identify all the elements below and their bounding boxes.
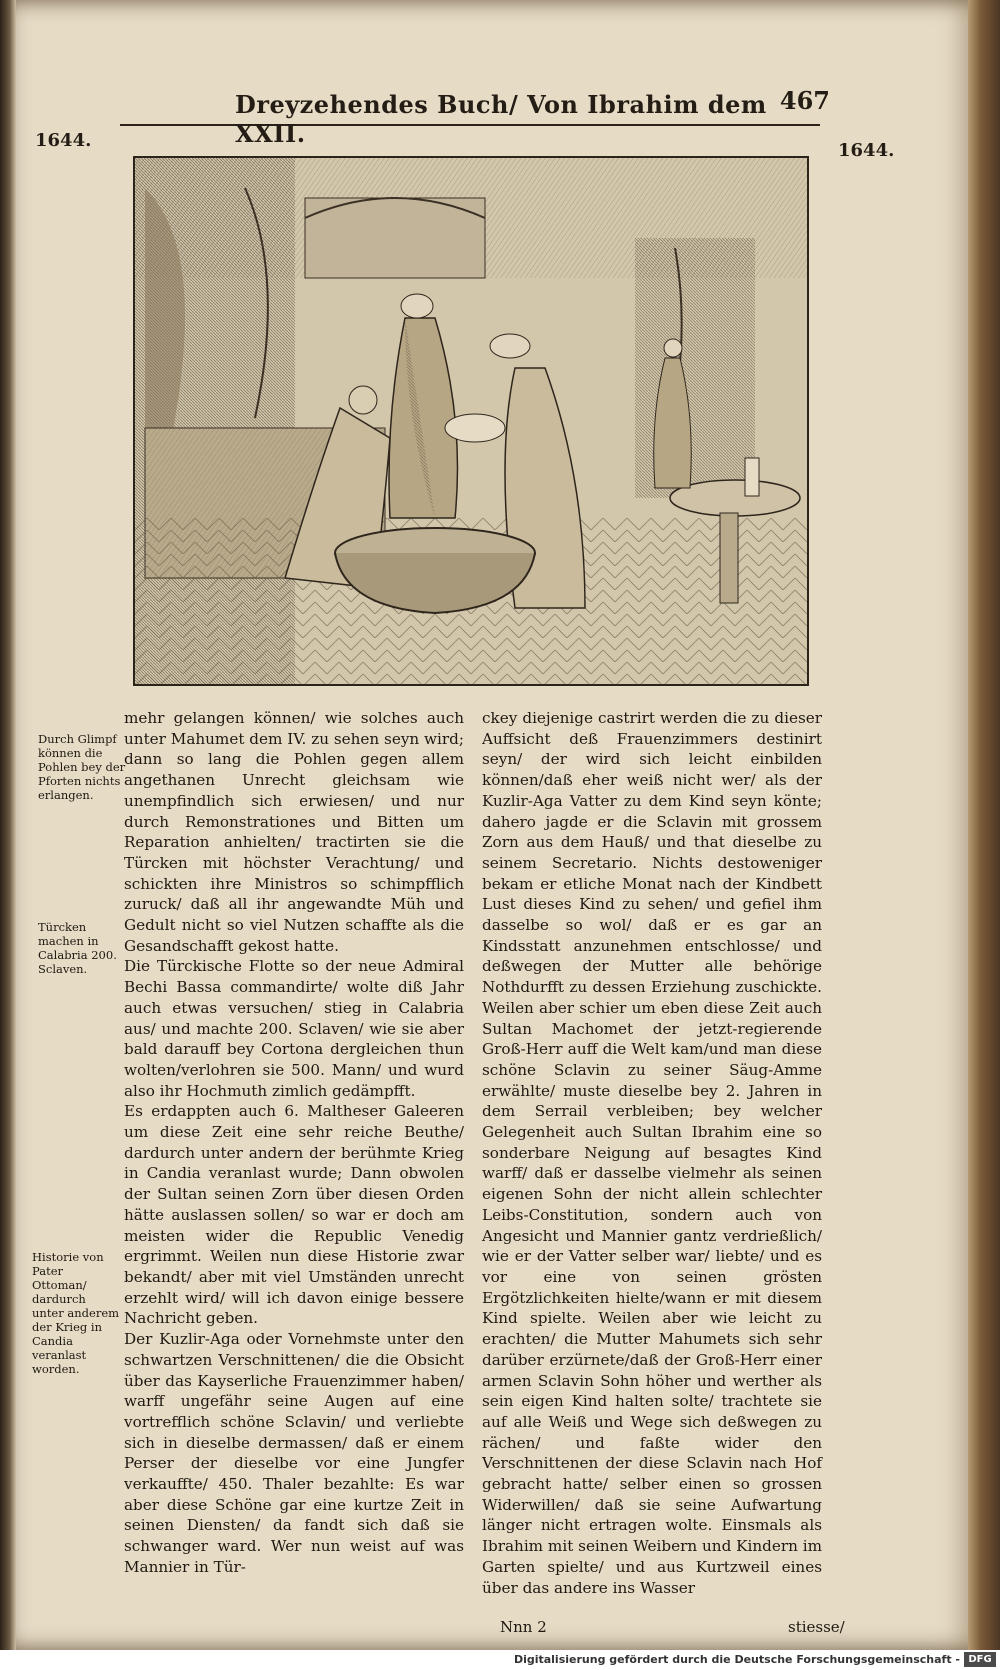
engraving-scene xyxy=(135,158,807,684)
year-right: 1644. xyxy=(838,140,895,161)
paragraph: Es erdappten auch 6. Maltheser Galeeren um diese Zeit eine sehr reiche Beuthe/ dardurch unter andern der berühmte Krieg in Candia veranlast wurde; Dann obwolen der Sultan seinen Zorn über diesen Orden hätte auslassen sollen/ so war er doch am meisten wider die Republic Venedig ergrimmt. Weilen nun diese Historie zwar bekandt/ aber mit viel Umständen unrecht erzehlt wird/ will ich davon einige bessere Nachricht geben. xyxy=(124,1102,464,1328)
engraving-illustration xyxy=(133,156,809,686)
footer-credit: Digitalisierung gefördert durch die Deutsche Forschungsgemeinschaft - xyxy=(513,1653,960,1666)
text-column-left xyxy=(124,708,464,1578)
book-edge xyxy=(968,0,1000,1670)
running-header xyxy=(120,86,830,148)
dfg-logo: DFG xyxy=(964,1652,996,1667)
paragraph: mehr gelangen können/ wie solches auch unter Mahumet dem IV. zu sehen seyn wird; dann so lang die Pohlen gegen allem angethanen Unrecht gleichsam wie unempfindlich sich erwiesen/ und nur durch Remonstrationes und Bitten um Reparation anhielten/ tractirten sie die Türcken mit höchster Verachtung/ und schickten ihre Ministros so schimpfflich zuruck/ daß all ihr angewandte Müh und Gedult nicht so viel Nutzen schaffte als die Gesandschafft gekost hatte. xyxy=(124,709,464,955)
margin-note: Durch Glimpf können die Pohlen bey der Pforten nichts erlangen. xyxy=(38,732,126,802)
catchword: stiesse/ xyxy=(788,1618,845,1636)
margin-note: Türcken machen in Calabria 200. Sclaven. xyxy=(38,920,117,976)
paragraph: ckey diejenige castrirt werden die zu dieser Auffsicht deß Frauenzimmers destinirt seyn/ der wird sich leicht einbilden können/daß eher weiß nicht wer/ als der Kuzlir-Aga Vatter zu dem Kind seyn könte; dahero jagde er die Sclavin mit grossem Zorn aus dem Hauß/ und that dieselbe zu seinem Secretario. Nichts destoweniger bekam er etliche Monat nach der Kindbett Lust dieses Kind zu sehen/ und gefiel ihm dasselbe so wol/ daß er es gar an Kindsstatt anzunehmen entschlosse/ und deßwegen der Mutter alle behörige Nothdurfft zu dessen Erziehung zuschickte. Weilen aber schier um eben diese Zeit auch Sultan Machomet der jetzt-regierende Groß-Herr auff die Welt kam/und man diese schöne Sclavin zu seiner Säug-Amme erwählte/ muste dieselbe bey 2. Jahren in dem Serrail verbleiben; bey welcher Gelegenheit auch Sultan Ibrahim eine so sonderbare Neigung auf besagtes Kind warff/ daß er dasselbe vielmehr als seinen eigenen Sohn der nicht allein schlechter Leibs-Constitution, sondern auch von Angesicht und Mannier gantz verdrießlich/ wie er der Vatter selber war/ liebte/ und es vor eine von seinen grösten Ergötzlichkeiten hielte/wann er mit diesem Kind spielte. Weilen aber wie leicht zu erachten/ die Mutter Mahumets sich sehr darüber erzürnete/daß der Groß-Herr einer armen Sclavin Sohn höher und werther als sein eigen Kind halten solte/ trachtete sie auf alle Weiß und Wege sich deßwegen zu rächen/ und faßte wider den Verschnittenen der diese Sclavin nach Hof gebracht hatte/ selber einen so grossen Widerwillen/ daß sie seine Aufwartung länger nicht ertragen wolte. Einsmals als Ibrahim mit seinen Weibern und Kindern im Garten spielte/ und aus Kurtzweil eines über das andere ins Wasser xyxy=(482,709,822,1597)
signature-mark: Nnn 2 xyxy=(500,1618,547,1636)
text-column-right xyxy=(482,708,822,1598)
running-title: Dreyzehendes Buch/ Von Ibrahim dem XXII. xyxy=(235,90,767,148)
page-gutter xyxy=(0,0,16,1650)
paragraph: Der Kuzlir-Aga oder Vornehmste unter den schwartzen Verschnittenen/ die die Obsicht über das Kayserliche Frauenzimmer haben/ warff ungefähr seine Augen auf eine vortrefflich schöne Sclavin/ und verliebte sich in dieselbe dermassen/ daß er einem Perser der dieselbe vor eine Jungfer verkauffte/ 450. Thaler bezahlte: Es war aber diese Schöne gar eine kurtze Zeit in seinen Diensten/ da fandt sich daß sie schwanger ward. Wer nun weist auf was Mannier in Tür- xyxy=(124,1330,464,1576)
paragraph: Die Türckische Flotte so der neue Admiral Bechi Bassa commandirte/ wolte diß Jahr auch etwas versuchen/ stieg in Calabria aus/ und machte 200. Sclaven/ wie sie aber bald darauff bey Cortona dergleichen thun wolten/verlohren sie 500. Mann/ und wurd also ihr Hochmuth zimlich gedämpfft. xyxy=(124,957,464,1100)
page-number: 467 xyxy=(779,86,830,115)
year-left: 1644. xyxy=(35,130,92,151)
margin-note: Historie von Pater Ottoman/ dardurch unter anderem der Krieg in Candia veranlast worden. xyxy=(32,1250,120,1376)
